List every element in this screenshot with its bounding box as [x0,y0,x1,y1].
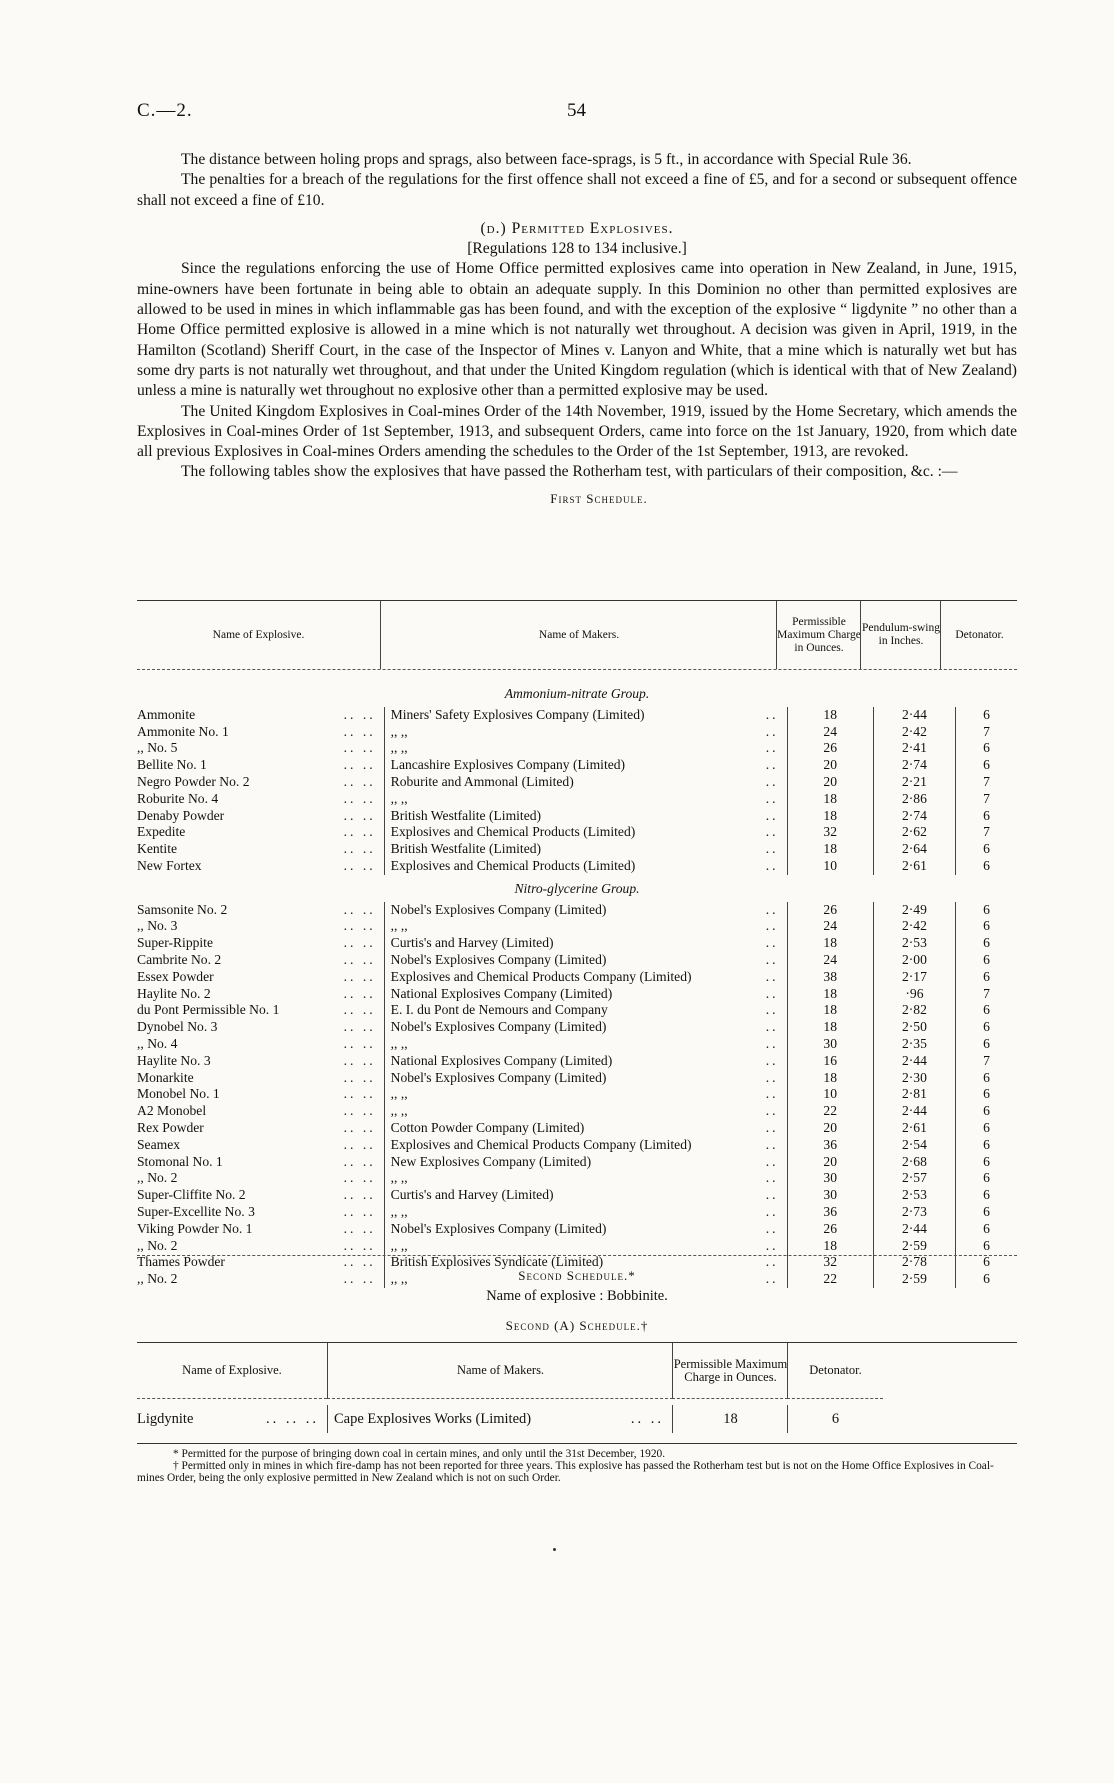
max-charge: 26 [787,902,873,919]
table-row [137,1070,1017,1087]
pendulum-swing: 2·68 [873,1154,955,1171]
header-name-of-makers: Name of Makers. [380,601,777,669]
maker-name: .. Nobel's Explosives Company (Limited) [384,952,787,969]
table-row [137,952,1017,969]
table-row [137,1086,1017,1103]
detonator: 6 [956,740,1017,757]
maker-name: .. Roburite and Ammonal (Limited) [384,774,787,791]
max-charge: 20 [787,757,873,774]
paragraph-1: The distance between holing props and sprags, also between face-sprags, is 5 ft., in accordance with Special Rule 36. [181,151,912,168]
pendulum-swing: 2·44 [873,1053,955,1070]
explosive-name: .. .. Roburite No. 4 [137,790,376,806]
maker-name: .. British Westfalite (Limited) [384,841,787,858]
explosive-name: .. .. New Fortex [137,857,376,873]
maker-name: .. Curtis's and Harvey (Limited) [384,935,787,952]
t2-max-charge: 18 [672,1405,788,1433]
detonator: 6 [956,952,1017,969]
explosive-name: .. .. Dynobel No. 3 [137,1019,376,1035]
maker-name: .. Nobel's Explosives Company (Limited) [384,902,787,919]
pendulum-swing: 2·44 [873,1221,955,1238]
first-schedule-header [137,600,1017,670]
paragraph-4: The United Kingdom Explosives in Coal-mines Order of the 14th November, 1919, issued by the Home Secretary, which amends the Explosives in Coal-mines Order of 1st September, 1913, and subsequent Orders, came into force on the 1st January, 1920, from which date all previous Explosives in Coal-mines Orders amending the schedules to the Order of the 1st September, 1913, are revoked. [137,402,1017,461]
pendulum-swing: 2·53 [873,1187,955,1204]
maker-name: .. Explosives and Chemical Products (Limited) [384,858,787,875]
detonator: 7 [956,824,1017,841]
explosive-name: .. .. ,, No. 3 [137,918,376,934]
explosive-name: .. .. Kentite [137,841,376,857]
table-row [137,824,1017,841]
header-detonator: Detonator. [940,601,1018,669]
maker-name: .. ,, ,, [384,918,787,935]
footnote-1: * Permitted for the purpose of bringing down coal in certain mines, and only until the 31st December, 1920. [173,1448,666,1460]
header-pendulum-swing: Pendulum-swing in Inches. [860,601,941,669]
maker-name: .. British Explosives Syndicate (Limited) [384,1254,787,1271]
explosive-name: .. .. Haylite No. 3 [137,1052,376,1068]
detonator: 7 [956,1053,1017,1070]
table-row [137,740,1017,757]
max-charge: 18 [787,1002,873,1019]
pendulum-swing: 2·21 [873,774,955,791]
explosive-name: .. .. ,, No. 5 [137,740,376,756]
page-speck [553,1548,556,1551]
max-charge: 20 [787,1120,873,1137]
maker-name: .. National Explosives Company (Limited) [384,986,787,1003]
detonator: 6 [956,969,1017,986]
explosive-name: .. .. Seamex [137,1136,376,1152]
explosive-name: .. .. ,, No. 2 [137,1237,376,1253]
table-row [137,1002,1017,1019]
first-schedule-title: First Schedule. [550,490,648,506]
explosive-name: .. .. du Pont Permissible No. 1 [137,1002,376,1018]
pendulum-swing: 2·30 [873,1070,955,1087]
table-row [137,986,1017,1003]
pendulum-swing: 2·74 [873,808,955,825]
pendulum-swing: 2·61 [873,1120,955,1137]
explosive-name: .. .. Denaby Powder [137,807,376,823]
max-charge: 30 [787,1170,873,1187]
max-charge: 24 [787,724,873,741]
explosive-name: .. .. ,, No. 2 [137,1271,376,1287]
table-row [137,757,1017,774]
maker-name: .. ,, ,, [384,1204,787,1221]
paragraph-2: The penalties for a breach of the regulations for the first offence shall not exceed a fine of £5, and for a second or subsequent offence shall not exceed a fine of £10. [137,171,1017,209]
second-a-schedule-table [137,1342,1017,1444]
table-row [137,841,1017,858]
pendulum-swing: ·96 [873,986,955,1003]
t2-detonator: 6 [787,1405,883,1433]
maker-name: .. Explosives and Chemical Products (Limited) [384,824,787,841]
second-schedule-text: Name of explosive : Bobbinite. [486,1288,668,1304]
max-charge: 18 [787,1238,873,1255]
detonator: 6 [956,1137,1017,1154]
detonator: 6 [956,1221,1017,1238]
detonator: 6 [956,1187,1017,1204]
max-charge: 30 [787,1187,873,1204]
max-charge: 20 [787,774,873,791]
explosive-name: .. .. Ammonite No. 1 [137,723,376,739]
pendulum-swing: 2·57 [873,1170,955,1187]
detonator: 6 [956,1271,1017,1288]
detonator: 6 [956,1154,1017,1171]
maker-name: .. ,, ,, [384,724,787,741]
pendulum-swing: 2·50 [873,1019,955,1036]
detonator: 7 [956,724,1017,741]
max-charge: 18 [787,1070,873,1087]
explosive-name: .. .. Thames Powder [137,1254,376,1270]
pendulum-swing: 2·35 [873,1036,955,1053]
detonator: 6 [956,935,1017,952]
detonator: 6 [956,1103,1017,1120]
header-name-of-explosive: Name of Explosive. [212,628,305,641]
table-row [137,1221,1017,1238]
detonator: 6 [956,1238,1017,1255]
maker-name: .. Explosives and Chemical Products Company (Limited) [384,1137,787,1154]
pendulum-swing: 2·42 [873,918,955,935]
explosive-name: .. .. Super-Excellite No. 3 [137,1203,376,1219]
explosive-name: .. .. Ammonite [137,706,376,722]
maker-name: .. New Explosives Company (Limited) [384,1154,787,1171]
maker-name: .. British Westfalite (Limited) [384,808,787,825]
pendulum-swing: 2·54 [873,1137,955,1154]
table-row [137,1187,1017,1204]
pendulum-swing: 2·49 [873,902,955,919]
max-charge: 24 [787,918,873,935]
max-charge: 26 [787,740,873,757]
max-charge: 18 [787,808,873,825]
max-charge: 32 [787,1254,873,1271]
maker-name: .. ,, ,, [384,791,787,808]
max-charge: 18 [787,707,873,724]
explosive-name: .. .. Expedite [137,824,376,840]
explosive-name: .. .. Essex Powder [137,968,376,984]
table-row [137,791,1017,808]
maker-name: .. Cotton Powder Company (Limited) [384,1120,787,1137]
pendulum-swing: 2·17 [873,969,955,986]
footnotes [137,1448,1017,1485]
table-row [137,935,1017,952]
detonator: 6 [956,1204,1017,1221]
table-row [137,969,1017,986]
footnote-2: † Permitted only in mines in which fire-damp has not been reported for three years. This explosive has passed the Rotherham test but is not on the Home Office Explosives in Coal-mines Order, being the only explosive permitted in New Zealand which is not on such Order. [137,1460,994,1485]
t2-header-detonator: Detonator. [787,1343,883,1399]
table-row [137,774,1017,791]
explosive-name: .. .. ,, No. 2 [137,1170,376,1186]
group-heading-row [137,875,1017,902]
detonator: 6 [956,1002,1017,1019]
table-row [137,858,1017,875]
t2-header-name-of-makers: Name of Makers. [327,1343,673,1399]
group-heading: Ammonium-nitrate Group. [504,686,650,701]
group-heading: Nitro-glycerine Group. [514,880,640,896]
explosive-name: .. .. Cambrite No. 2 [137,951,376,967]
group-heading-row [137,680,1017,707]
first-schedule-table [137,680,1017,1288]
explosive-name: .. .. Rex Powder [137,1119,376,1135]
explosive-name: .. .. Samsonite No. 2 [137,901,376,917]
pendulum-swing: 2·44 [873,1103,955,1120]
detonator: 6 [956,1120,1017,1137]
table-row [137,1204,1017,1221]
maker-name: .. Miners' Safety Explosives Company (Limited) [384,707,787,724]
pendulum-swing: 2·62 [873,824,955,841]
pendulum-swing: 2·74 [873,757,955,774]
maker-name: .. ,, ,, [384,1238,787,1255]
detonator: 7 [956,791,1017,808]
pendulum-swing: 2·53 [873,935,955,952]
pendulum-swing: 2·86 [873,791,955,808]
explosive-name: .. .. Bellite No. 1 [137,757,376,773]
table-row [137,1053,1017,1070]
max-charge: 18 [787,791,873,808]
detonator: 6 [956,902,1017,919]
maker-name: .. Nobel's Explosives Company (Limited) [384,1070,787,1087]
page-header [137,100,1017,126]
max-charge: 18 [787,1019,873,1036]
pendulum-swing: 2·78 [873,1254,955,1271]
explosive-name: .. .. Stomonal No. 1 [137,1153,376,1169]
table-row [137,1036,1017,1053]
table-row [137,1120,1017,1137]
maker-name: .. ,, ,, [384,1036,787,1053]
max-charge: 18 [787,986,873,1003]
maker-name: .. National Explosives Company (Limited) [384,1053,787,1070]
pendulum-swing: 2·44 [873,707,955,724]
explosive-name: .. .. Haylite No. 2 [137,985,376,1001]
max-charge: 18 [787,935,873,952]
explosive-name: .. .. A2 Monobel [137,1103,376,1119]
pendulum-swing: 2·61 [873,858,955,875]
section-subtitle: [Regulations 128 to 134 inclusive.] [467,240,687,258]
body-text [137,150,1017,509]
max-charge: 18 [787,841,873,858]
maker-name: .. Explosives and Chemical Products Company (Limited) [384,969,787,986]
section-title: (d.) Permitted Explosives. [480,219,674,237]
detonator: 6 [956,841,1017,858]
table-row [137,918,1017,935]
table-bottom-rule [137,1255,1017,1256]
maker-name: .. Lancashire Explosives Company (Limited) [384,757,787,774]
detonator: 6 [956,1070,1017,1087]
table-row [137,1103,1017,1120]
maker-name: .. ,, ,, [384,1086,787,1103]
detonator: 7 [956,986,1017,1003]
maker-name: .. ,, ,, [384,1103,787,1120]
pendulum-swing: 2·59 [873,1271,955,1288]
page-number: 54 [567,100,586,121]
detonator: 7 [956,774,1017,791]
explosive-name: .. .. Monarkite [137,1069,376,1085]
detonator: 6 [956,1254,1017,1271]
second-a-schedule-title: Second (A) Schedule.† [505,1318,649,1333]
paragraph-3: Since the regulations enforcing the use of Home Office permitted explosives came into operation in New Zealand, in June, 1915, mine-owners have been fortunate in being able to obtain an adequate supply. In this Dominion no other than permitted explosives are allowed to be used in mines in which inflammable gas has been found, and with the exception of the explosive “ ligdynite ” no other than a Home Office permitted explosive is allowed in a mine which is not naturally wet throughout. A decision was given in April, 1919, in the Hamilton (Scotland) Sheriff Court, in the case of the Inspector of Mines v. Lanyon and White, that a mine which is naturally wet but has some dry parts is not naturally wet throughout, and that under the United Kingdom regulation (which is identical with that of New Zealand) unless a mine is naturally wet throughout no explosive other than a permitted explosive may be used. [137,260,1017,400]
detonator: 6 [956,858,1017,875]
explosive-name: .. .. Super-Cliffite No. 2 [137,1187,376,1203]
detonator: 6 [956,808,1017,825]
max-charge: 10 [787,858,873,875]
table-row [137,1238,1017,1255]
pendulum-swing: 2·81 [873,1086,955,1103]
maker-name: .. Nobel's Explosives Company (Limited) [384,1221,787,1238]
pendulum-swing: 2·82 [873,1002,955,1019]
pendulum-swing: 2·73 [873,1204,955,1221]
max-charge: 26 [787,1221,873,1238]
pendulum-swing: 2·42 [873,724,955,741]
table-row [137,1170,1017,1187]
table-row [137,1137,1017,1154]
detonator: 6 [956,1086,1017,1103]
explosive-name: .. .. Monobel No. 1 [137,1086,376,1102]
t2-maker-name: Cape Explosives Works (Limited) .. .. [327,1405,672,1433]
table-row [137,1019,1017,1036]
explosive-name: .. .. Super-Rippite [137,935,376,951]
pendulum-swing: 2·64 [873,841,955,858]
detonator: 6 [956,707,1017,724]
document-code: C.—2. [137,100,193,121]
second-schedule-title: Second Schedule.* [518,1268,636,1283]
t2-explosive-name: Ligdynite .. .. .. [137,1410,319,1427]
maker-name: .. ,, ,, [384,740,787,757]
max-charge: 20 [787,1154,873,1171]
detonator: 6 [956,1019,1017,1036]
table-row [137,724,1017,741]
max-charge: 22 [787,1271,873,1288]
table-row [137,808,1017,825]
paragraph-5: The following tables show the explosives that have passed the Rotherham test, with particulars of their composition, &c. :— [181,463,958,481]
explosive-name: .. .. Negro Powder No. 2 [137,773,376,789]
table-row [137,1154,1017,1171]
t2-header-max-charge: Permissible Maximum Charge in Ounces. [672,1343,788,1399]
detonator: 6 [956,918,1017,935]
maker-name: .. ,, ,, [384,1170,787,1187]
max-charge: 10 [787,1086,873,1103]
max-charge: 36 [787,1137,873,1154]
maker-name: .. ,, ,, [384,1271,787,1288]
explosive-name: .. .. ,, No. 4 [137,1035,376,1051]
max-charge: 36 [787,1204,873,1221]
max-charge: 32 [787,824,873,841]
pendulum-swing: 2·00 [873,952,955,969]
max-charge: 30 [787,1036,873,1053]
detonator: 6 [956,1170,1017,1187]
max-charge: 24 [787,952,873,969]
maker-name: .. E. I. du Pont de Nemours and Company [384,1002,787,1019]
detonator: 6 [956,1036,1017,1053]
t2-header-name-of-explosive: Name of Explosive. [137,1343,327,1399]
detonator: 6 [956,757,1017,774]
maker-name: .. Curtis's and Harvey (Limited) [384,1187,787,1204]
max-charge: 16 [787,1053,873,1070]
header-max-charge: Permissible Maximum Charge in Ounces. [776,601,861,669]
max-charge: 38 [787,969,873,986]
maker-name: .. Nobel's Explosives Company (Limited) [384,1019,787,1036]
table-row [137,902,1017,919]
pendulum-swing: 2·59 [873,1238,955,1255]
max-charge: 22 [787,1103,873,1120]
table-row [137,707,1017,724]
pendulum-swing: 2·41 [873,740,955,757]
explosive-name: .. .. Viking Powder No. 1 [137,1220,376,1236]
